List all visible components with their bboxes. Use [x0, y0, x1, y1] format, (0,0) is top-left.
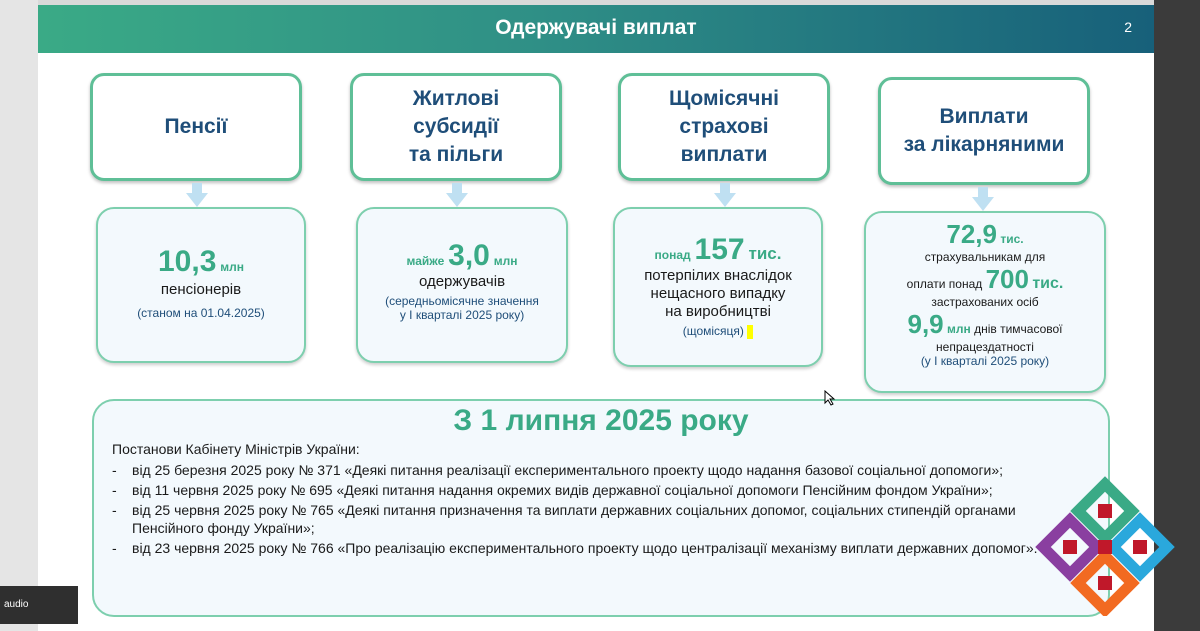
category-title-line: Виплати: [939, 105, 1029, 128]
list-item: - від 25 березня 2025 року № 371 «Деякі питання реалізації експериментального проекту щодо надання базової соціальної допомоги»;: [112, 462, 1004, 478]
resolution-text: від 23 червня 2025 року № 766 «Про реалізацію експериментального проекту щодо централізації механізму виплати державних допомог».: [132, 540, 1038, 556]
category-title-line: Пенсії: [164, 115, 228, 138]
category-title-line: страхові: [679, 115, 769, 138]
resolutions-panel: [92, 399, 1110, 617]
resolutions-panel-title: З 1 липня 2025 року: [453, 404, 749, 437]
pensioners-note: (станом на 01.04.2025): [137, 306, 265, 320]
category-title-line: за лікарняними: [903, 133, 1065, 156]
sick-leave-value3: 9,9: [907, 309, 944, 339]
down-arrow-icon: [446, 193, 468, 207]
category-monthly-insurance: [618, 73, 830, 181]
pensioners-label: пенсіонерів: [160, 281, 242, 298]
sick-leave-unit1: тис.: [1000, 232, 1024, 246]
category-title-line: Щомісячні: [669, 87, 779, 110]
list-item: - від 11 червня 2025 року № 695 «Деякі питання надання окремих видів державної соціальної допомоги Пенсійним фондом України»;: [112, 482, 993, 498]
category-title-line: субсидії: [413, 115, 499, 138]
sick-leave-text2-prefix: оплати понад: [906, 277, 983, 291]
insurance-stat-card: [613, 207, 823, 367]
insurance-value: 157: [694, 233, 745, 266]
subsidies-prefix: майже: [406, 254, 445, 268]
sick-leave-unit2: тис.: [1032, 275, 1064, 292]
sick-leave-text2: застрахованих осіб: [931, 295, 1039, 309]
sick-leave-unit3: млн: [946, 322, 971, 336]
insurance-label-line1: потерпілих внаслідок: [644, 267, 792, 284]
category-sick-leave: [878, 77, 1090, 185]
list-item: - від 23 червня 2025 року № 766 «Про реалізацію експериментального проекту щодо централізації механізму виплати державних допомог».: [112, 540, 1038, 556]
category-housing-subsidies: [350, 73, 562, 181]
sick-leave-text3a: днів тимчасової: [974, 322, 1063, 336]
resolution-text: від 11 червня 2025 року № 695 «Деякі питання надання окремих видів державної соціальної допомоги Пенсійним фондом України»;: [132, 482, 993, 498]
sick-leave-value1: 72,9: [946, 219, 997, 249]
list-item: - від 25 червня 2025 року № 765 «Деякі питання призначення та виплати державних соціальних допомог, соціальних стипендій органами Пенсійного фонду України»;: [112, 502, 1016, 536]
sick-leave-text1: страхувальникам для: [924, 250, 1046, 264]
down-arrow-icon: [186, 193, 208, 207]
insurance-unit: тис.: [748, 244, 782, 263]
sick-leave-text3b: непрацездатності: [936, 340, 1034, 354]
audio-overlay[interactable]: [0, 586, 78, 624]
insurance-label-line2: нещасного випадку: [650, 285, 786, 302]
insurance-note: (щомісяця): [682, 324, 744, 338]
subsidies-stat-card: [356, 207, 568, 363]
resolutions-list: [112, 461, 1072, 559]
insurance-prefix: понад: [654, 248, 691, 262]
left-background-strip: [0, 0, 38, 631]
subsidies-label: одержувачів: [418, 273, 506, 290]
ornament-logo-icon: [1030, 476, 1180, 616]
sick-leave-stat-card: [864, 211, 1106, 393]
down-arrow-icon: [714, 193, 736, 207]
pensions-stat-card: [96, 207, 306, 363]
down-arrow-icon: [972, 197, 994, 211]
category-pensions: [90, 73, 302, 181]
sick-leave-value2: 700: [985, 264, 1029, 294]
mouse-cursor-icon: [824, 390, 836, 406]
subsidies-value: 3,0: [448, 239, 490, 272]
resolution-text: від 25 червня 2025 року № 765 «Деякі питання призначення та виплати державних соціальних допомог, соціальних стипендій органами Пенсійного фонду України»;: [132, 502, 1016, 536]
slide-page-number: 2: [1124, 19, 1132, 35]
subsidies-note-line1: (середньомісячне значення: [385, 294, 539, 308]
pensioners-unit: млн: [220, 260, 245, 274]
category-title-line: Житлові: [412, 87, 500, 110]
resolution-text: від 25 березня 2025 року № 371 «Деякі питання реалізації експериментального проекту щодо надання базової соціальної допомоги»;: [132, 462, 1004, 478]
pensioners-value: 10,3: [157, 245, 217, 278]
text-highlight-mark: [747, 325, 753, 339]
resolutions-heading: Постанови Кабінету Міністрів України:: [112, 441, 360, 457]
slide-title: Одержувачі виплат: [495, 16, 697, 39]
sick-leave-note: (у І кварталі 2025 року): [920, 354, 1050, 368]
subsidies-note-line2: у І кварталі 2025 року): [399, 308, 525, 322]
insurance-label-line3: на виробництві: [665, 303, 771, 320]
category-title-line: та пільги: [408, 143, 504, 166]
presentation-slide: [38, 5, 1154, 631]
audio-label: audio: [4, 599, 29, 610]
category-title-line: виплати: [680, 143, 768, 166]
subsidies-unit: млн: [493, 254, 518, 268]
